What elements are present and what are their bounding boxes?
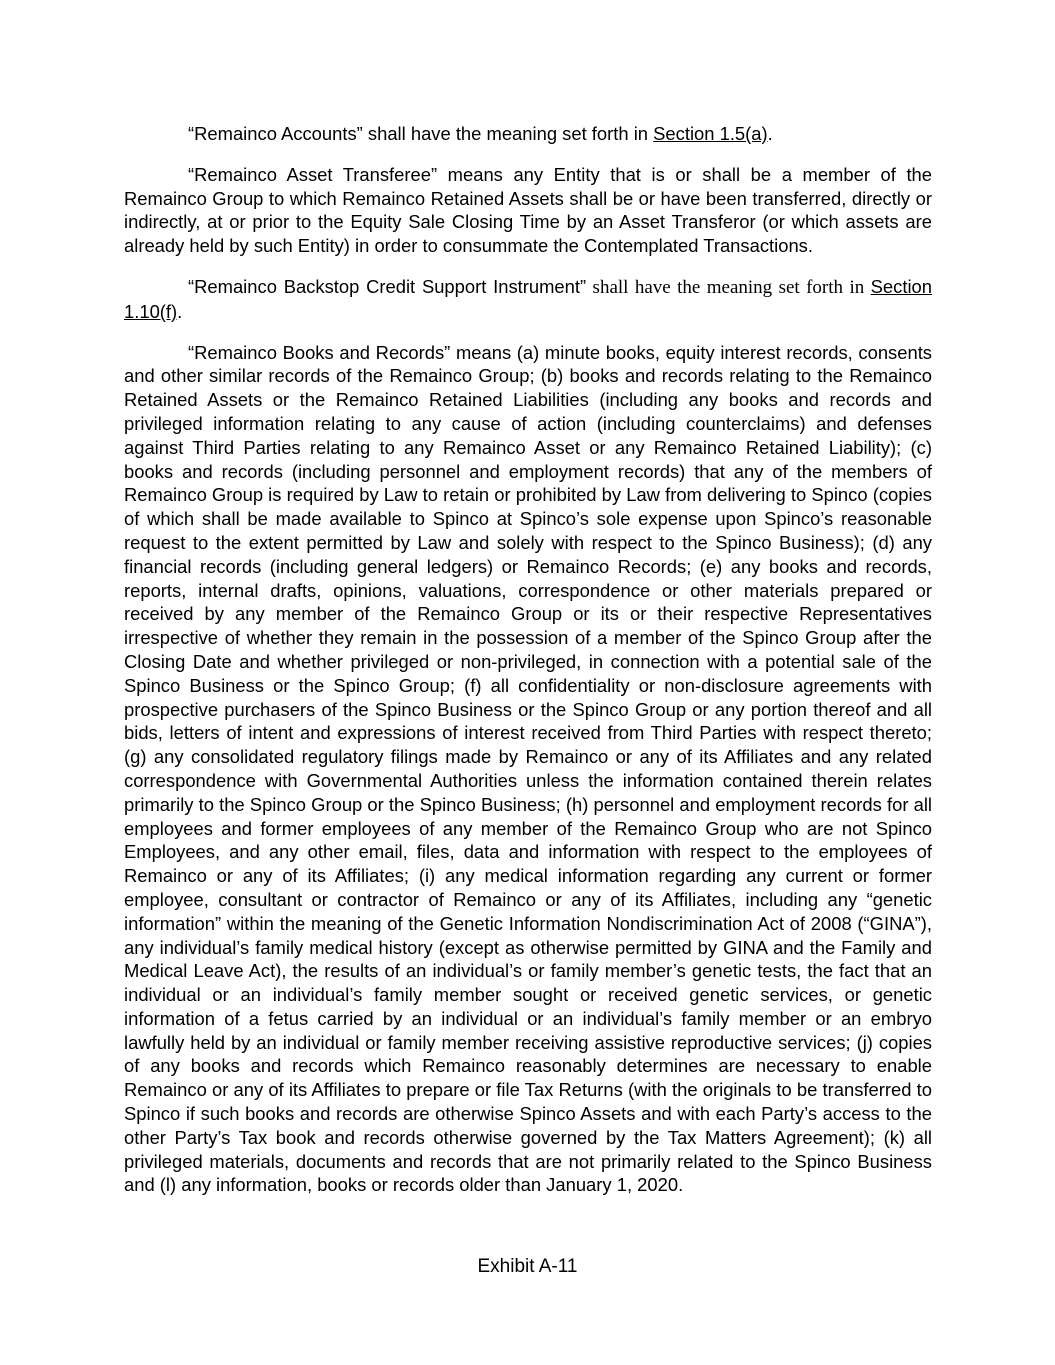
section-reference: Section 1.5(a) [653,123,768,144]
page-footer: Exhibit A-11 [477,1256,578,1277]
definition-text: shall have the meaning set forth in [586,276,871,298]
definition-remainco-accounts: “Remainco Accounts” shall have the meaning set forth in Section 1.5(a). [188,123,773,144]
document-body [124,122,932,1214]
definition-text: shall have the meaning set forth in [362,123,654,144]
defined-term: Remainco Accounts [194,123,357,144]
definition-remainco-backstop-credit-support-instrument: “Remainco Backstop Credit Support Instrument” shall have the meaning set forth in Section 1.10(f). [124,275,932,322]
section-reference: Section 1.10(f) [124,275,932,322]
definition-remainco-books-and-records: “Remainco Books and Records” means (a) minute books, equity interest records, consents and other similar records of the Remainco Group; (b) books and records relating to the Remainco Retained Assets or the Remainco Retained Liabilities (including any books and records and privileged information relating to any cause of action (including counterclaims) and defenses against Third Parties relating to any Remainco Asset or any Remainco Retained Liability); (c) books and records (including personnel and employment records) that any of the members of Remainco Group is required by Law to retain or prohibited by Law from delivering to Spinco (copies of which shall be made available to Spinco at Spinco’s sole expense upon Spinco’s reasonable request to the extent permitted by Law and solely with respect to the Spinco Business); (d) any financial records (including general ledgers) or Remainco Records; (e) any books and records, reports, internal drafts, opinions, valuations, correspondence or other materials prepared or received by any member of the Remainco Group or its or their respective Representatives irrespective of whether they remain in the possession of a member of the Spinco Group after the Closing Date and whether privileged or non-privileged, in connection with a potential sale of the Spinco Business or the Spinco Group; (f) all confidentiality or non-disclosure agreements with prospective purchasers of the Spinco Business or the Spinco Group or any portion thereof and all bids, letters of intent and expressions of interest received from Third Parties with respect thereto; (g) any consolidated regulatory filings made by Remainco or any of its Affiliates and any related correspondence with Governmental Authorities unless the information contained therein relates primarily to the Spinco Group or the Spinco Business; (h) personnel and employment records for all employees and former employees of any member of the Remainco Group who are not Spinco Employees, and any other email, files, data and information with respect to the employees of Remainco or any of its Affiliates; (i) any medical information regarding any current or former employee, consultant or contractor of Remainco or any of its Affiliates, including any “genetic information” within the meaning of the Genetic Information Nondiscrimination Act of 2008 (“GINA”), any individual’s family medical history (except as otherwise permitted by GINA and the Family and Medical Leave Act), the results of an individual’s or family member’s genetic tests, the fact that an individual or an individual’s family member sought or received genetic services, or genetic information of a fetus carried by an individual or an individual’s family member or an embryo lawfully held by an individual or family member receiving assistive reproductive services; (j) copies of any books and records which Remainco reasonably determines are necessary to enable Remainco or any of its Affiliates to prepare or file Tax Returns (with the originals to be transferred to Spinco if such books and records are otherwise Spinco Assets and with each Party’s access to the other Party’s Tax book and records otherwise governed by the Tax Matters Agreement); (k) all privileged materials, documents and records that are not primarily related to the Spinco Business and (l) any information, books or records older than January 1, 2020. [124,341,933,1196]
defined-term: Remainco Asset Transferee [194,163,431,185]
definition-text-end: . [177,300,183,322]
definition-remainco-asset-transferee: “Remainco Asset Transferee” means any Entity that is or shall be a member of the Remainco Group to which Remainco Retained Assets shall be or have been transferred, directly or indirectly, at or prior to the Equity Sale Closing Time by an Asset Transferor (or which assets are already held by such Entity) in order to consummate the Contemplated Transactions. [124,163,933,257]
inner-defined-term: GINA [869,912,915,934]
definition-text-end: . [767,123,773,144]
defined-term: Remainco Backstop Credit Support Instrument [194,275,581,297]
definition-text: means any Entity that is or shall be a member of the Remainco Group to which Remainco Retained Assets shall be or have been transferred, directly or indirectly, at or prior to the Equity Sale Closing Time by an Asset Transferor (or which assets are already held by such Entity) in order to consummate the Contemplated Transactions. [124,163,933,257]
defined-term: Remainco Books and Records [194,341,445,363]
definition-text: means (a) minute books, equity interest records, consents and other similar records of the Remainco Group; (b) books and records relating to the Remainco Retained Assets or the Remainco Retained Liabilities (including any books and records and privileged information relating to any cause of action (including counterclaims) and defenses against Third Parties relating to any Remainco Asset or any Remainco Retained Liability); (c) books and records (including personnel and employment records) that any of the members of Remainco Group is required by Law to retain or prohibited by Law from delivering to Spinco (copies of which shall be made available to Spinco at Spinco’s sole expense upon Spinco’s reasonable request to the extent permitted by Law and solely with respect to the Spinco Business); (d) any financial records (including general ledgers) or Remainco Records; (e) any books and records, reports, internal drafts, opinions, valuations, correspondence or other materials prepared or received by any member of the Remainco Group or its or their respective Representatives irrespective of whether they remain in the possession of a member of the Spinco Group after the Closing Date and whether privileged or non-privileged, in connection with a potential sale of the Spinco Business or the Spinco Group; (f) all confidentiality or non-disclosure agreements with prospective purchasers of the Spinco Business or the Spinco Group or any portion thereof and all bids, letters of intent and expressions of interest received from Third Parties with respect thereto; (g) any consolidated regulatory filings made by Remainco or any of its Affiliates and any related correspondence with Governmental Authorities unless the information contained therein relates primarily to the Spinco Group or the Spinco Business; (h) personnel and employment records for all employees and former employees of any member of the Remainco Group who are not Spinco Employees, and any other email, files, data and information with respect to the employees of Remainco or any of its Affiliates; (i) any medical information regarding any current or former employee, consultant or contractor of Remainco or any of its Affiliates, including any “genetic information” within the meaning of the Genetic Information Nondiscrimination Act of 2008 (“ [124,341,933,934]
definition-text-continued: ”), any individual’s family medical history (except as otherwise permitted by GINA and the Family and Medical Leave Act), the results of an individual’s or family member’s genetic tests, the fact that an individual or an individual’s family member sought or received genetic services, or genetic information of a fetus carried by an individual or an individual’s family member or an embryo lawfully held by an individual or family member receiving assistive reproductive services; (j) copies of any books and records which Remainco reasonably determines are necessary to enable Remainco or any of its Affiliates to prepare or file Tax Returns (with the originals to be transferred to Spinco if such books and records are otherwise Spinco Assets and with each Party’s access to the other Party’s Tax book and records otherwise governed by the Tax Matters Agreement); (k) all privileged materials, documents and records that are not primarily related to the Spinco Business and (l) any information, books or records older than January 1, 2020. [124,912,932,1196]
